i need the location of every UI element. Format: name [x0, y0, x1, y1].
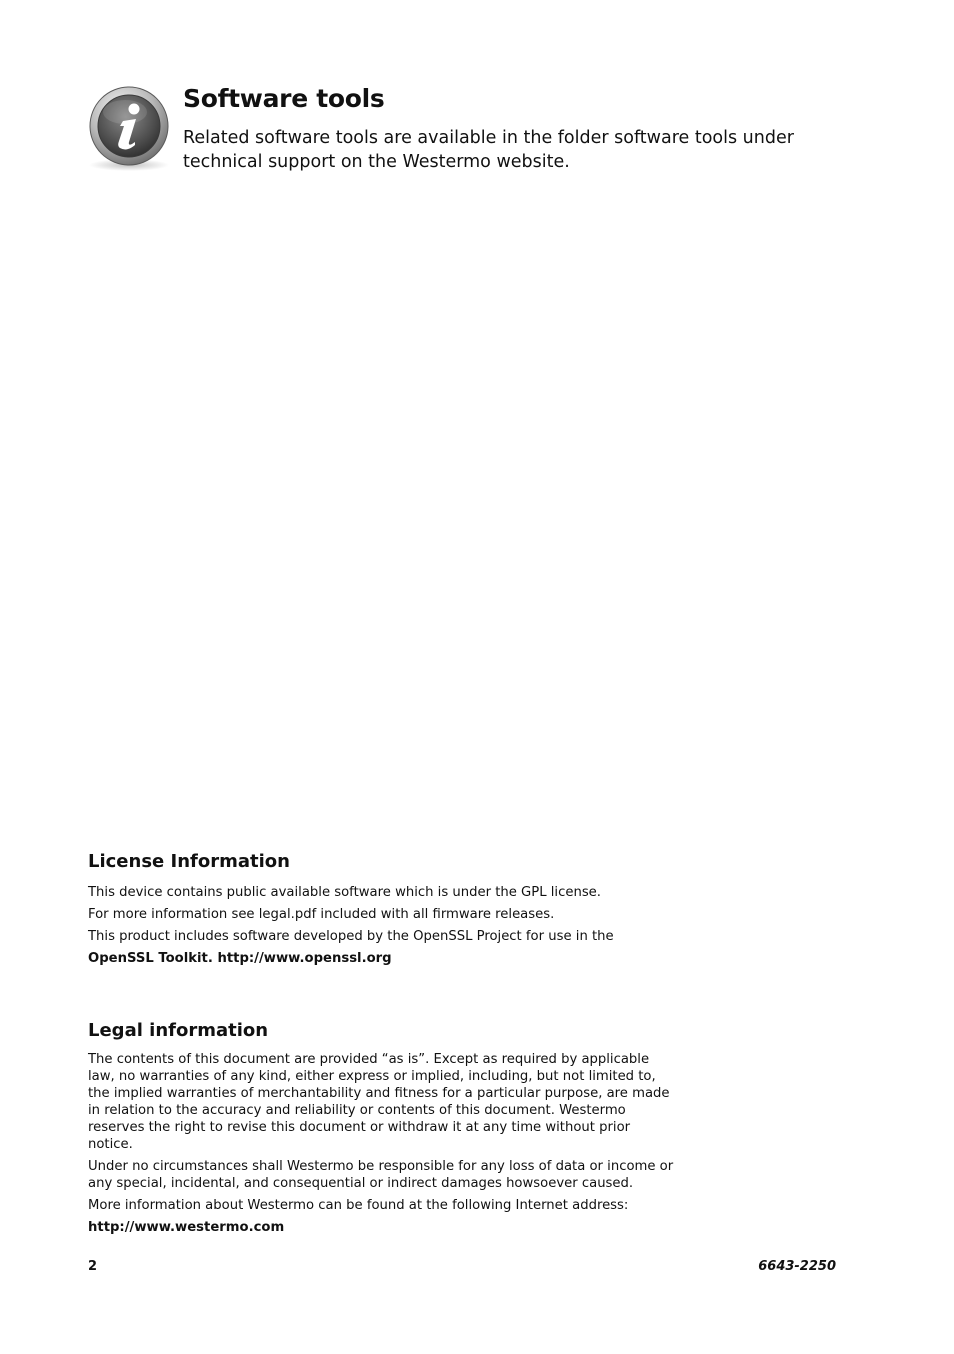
page-number: 2: [88, 1259, 98, 1274]
software-tools-title: Software tools: [183, 84, 385, 113]
legal-paragraph: Under no circumstances shall Westermo be responsible for any loss of data or income or any special, incidental, and consequential or indirect damages howsoever caused.: [88, 1159, 674, 1191]
legal-paragraph: The contents of this document are provided “as is”. Except as required by applicable law, no warranties of any kind, either express or implied, including, but not limited to, the implied warranties of merchantability and fitness for a particular purpose, are made in relation to the accuracy and reliability or contents of this document. Westermo reserves the right to revise this document or withdraw it at any time without prior notice.: [88, 1052, 670, 1152]
legal-information-title: Legal information: [88, 1020, 269, 1041]
license-text: [88, 882, 708, 970]
software-tools-text: Related software tools are available in the folder software tools under technical support on the Westermo website.: [183, 128, 794, 172]
legal-text: [88, 1051, 678, 1241]
license-line: For more information see legal.pdf included with all firmware releases.: [88, 907, 555, 922]
info-icon: [87, 86, 171, 172]
openssl-toolkit-link[interactable]: OpenSSL Toolkit. http://www.openssl.org: [88, 951, 392, 966]
license-line: This device contains public available software which is under the GPL license.: [88, 885, 601, 900]
document-number: 6643-2250: [758, 1259, 836, 1274]
license-line: This product includes software developed by the OpenSSL Project for use in the: [88, 929, 614, 944]
license-information-title: License Information: [88, 851, 290, 872]
legal-paragraph: More information about Westermo can be found at the following Internet address:: [88, 1198, 629, 1213]
westermo-website-link[interactable]: http://www.westermo.com: [88, 1220, 285, 1235]
